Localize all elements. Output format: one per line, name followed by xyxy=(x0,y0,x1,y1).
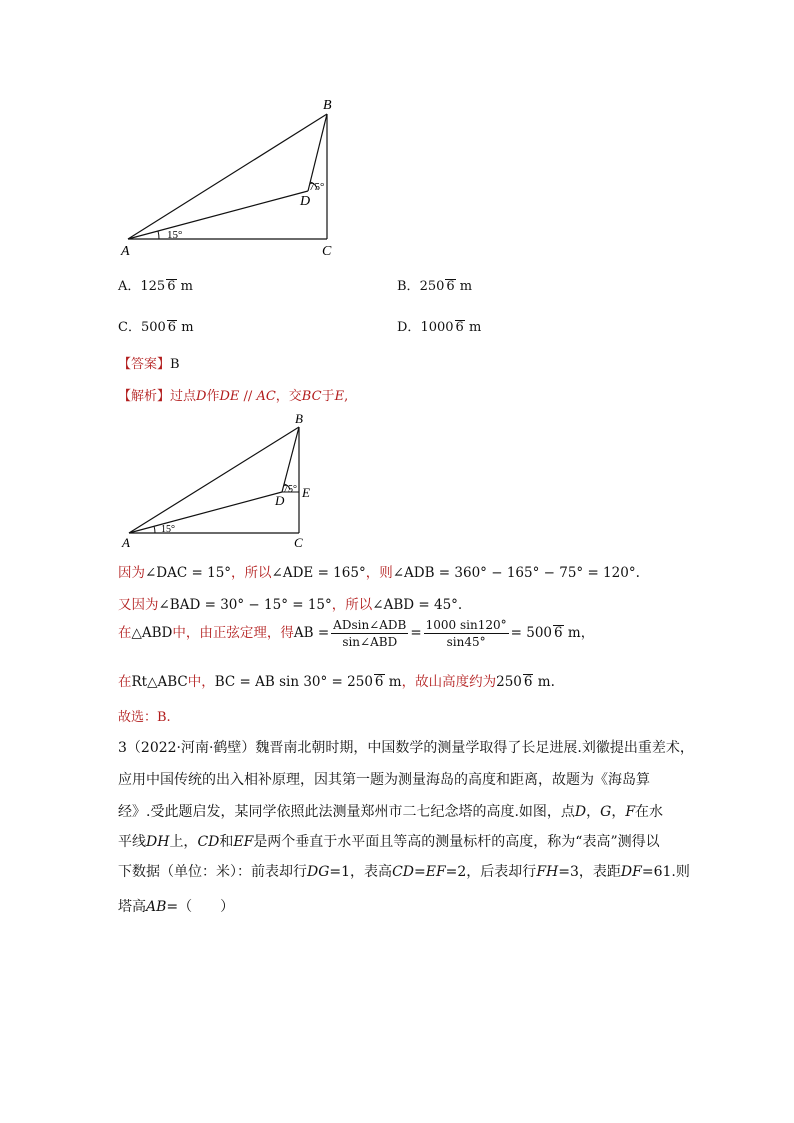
label-C: C xyxy=(294,535,303,550)
angle-arc-A xyxy=(154,526,155,533)
option-b[interactable]: B．250 6 m xyxy=(397,279,473,294)
answer-line xyxy=(118,353,180,372)
answer-tag: 【答案】 xyxy=(118,357,171,372)
sqrt: 6 xyxy=(446,279,455,294)
triangle-figure-2 xyxy=(115,410,325,552)
answer-value: B xyxy=(170,357,180,372)
solution-line-3: 在△ABD中，由正弦定理，得AB = $\frac{\text{ADsin∠ADB}}{\text{sin∠ABD}}$ = $\frac{1000 \sin 120^\circ}{\sin 45^\circ}$ = 500 6 m， xyxy=(118,618,595,649)
angle-arc-A xyxy=(158,231,159,239)
problem3-line-3: 经》.受此题启发，某同学依照此法测量郑州市二七纪念塔的高度.如图，点D，G，F在水 xyxy=(118,804,664,820)
option-a[interactable]: A．125 6 m xyxy=(118,279,193,294)
solution-line-4: 在Rt△ABC中，BC = AB sin 30° = 250 6 m，故山高度约为250 6 m. xyxy=(118,674,555,690)
label-B: B xyxy=(323,98,332,113)
label-D: D xyxy=(275,493,285,508)
sqrt: 6 xyxy=(554,625,563,641)
fraction-numeric: $\frac{1000 \sin 120^\circ}{\sin 45^\circ}$ xyxy=(425,618,507,649)
sqrt: 6 xyxy=(523,674,533,690)
sqrt: 6 xyxy=(167,279,176,294)
problem3-line-4: 平线DH上，CD和EF是两个垂直于水平面且等高的测量标杆的高度，称为“表高”测得以 xyxy=(118,834,660,850)
triangle-figure-1 xyxy=(115,95,355,260)
label-B: B xyxy=(295,411,303,426)
label-D: D xyxy=(300,194,311,209)
problem3-line-2: 应用中国传统的出入相补原理，因其第一题为测量海岛的高度和距离，故题为《海岛算 xyxy=(118,772,650,788)
segment-AB xyxy=(129,427,299,533)
segment-AD xyxy=(129,492,282,533)
angle-label-D: 75° xyxy=(309,181,325,193)
option-d[interactable]: D．1000 6 m xyxy=(397,320,482,335)
angle-label-A: 15° xyxy=(161,524,175,535)
segment-BD xyxy=(282,427,299,492)
option-c[interactable]: C．500 6 m xyxy=(118,320,194,335)
label-A: A xyxy=(122,535,130,550)
solution-line-2: 又因为∠BAD = 30° − 15° = 15°，所以∠ABD = 45°. xyxy=(118,597,463,613)
solution-line-1: 因为∠DAC = 15°，所以∠ADE = 165°，则∠ADB = 360° − 165° − 75° = 120°. xyxy=(118,565,640,581)
sqrt: 6 xyxy=(167,320,177,335)
angle-label-D: 75° xyxy=(283,484,297,495)
analysis-tag: 【解析】 xyxy=(118,389,171,404)
problem3-line-6: 塔高AB=（ ） xyxy=(118,899,235,915)
label-A: A xyxy=(121,244,130,259)
segment-BD xyxy=(308,114,327,191)
segment-AB xyxy=(128,114,327,239)
label-E: E xyxy=(302,485,310,500)
sqrt: 6 xyxy=(374,674,384,690)
label-C: C xyxy=(322,244,332,259)
angle-label-A: 15° xyxy=(167,229,183,241)
fraction-sine-law: $\frac{\text{ADsin∠ADB}}{\text{sin∠ABD}}$ xyxy=(333,618,407,649)
segment-AD xyxy=(128,191,311,239)
problem3-line-1: 3（2022·河南·鹤壁）魏晋南北朝时期，中国数学的测量学取得了长足进展.刘徽提出重差术， xyxy=(118,740,694,756)
sqrt: 6 xyxy=(455,320,464,335)
analysis-intro: 【解析】过点D作DE // AC，交BC于E, xyxy=(118,389,349,404)
problem3-line-5: 下数据（单位：米）：前表却行DG=1，表高CD=EF=2，后表却行FH=3，表距DF=61.则 xyxy=(118,864,690,880)
solution-choice: 故选：B. xyxy=(118,710,171,725)
